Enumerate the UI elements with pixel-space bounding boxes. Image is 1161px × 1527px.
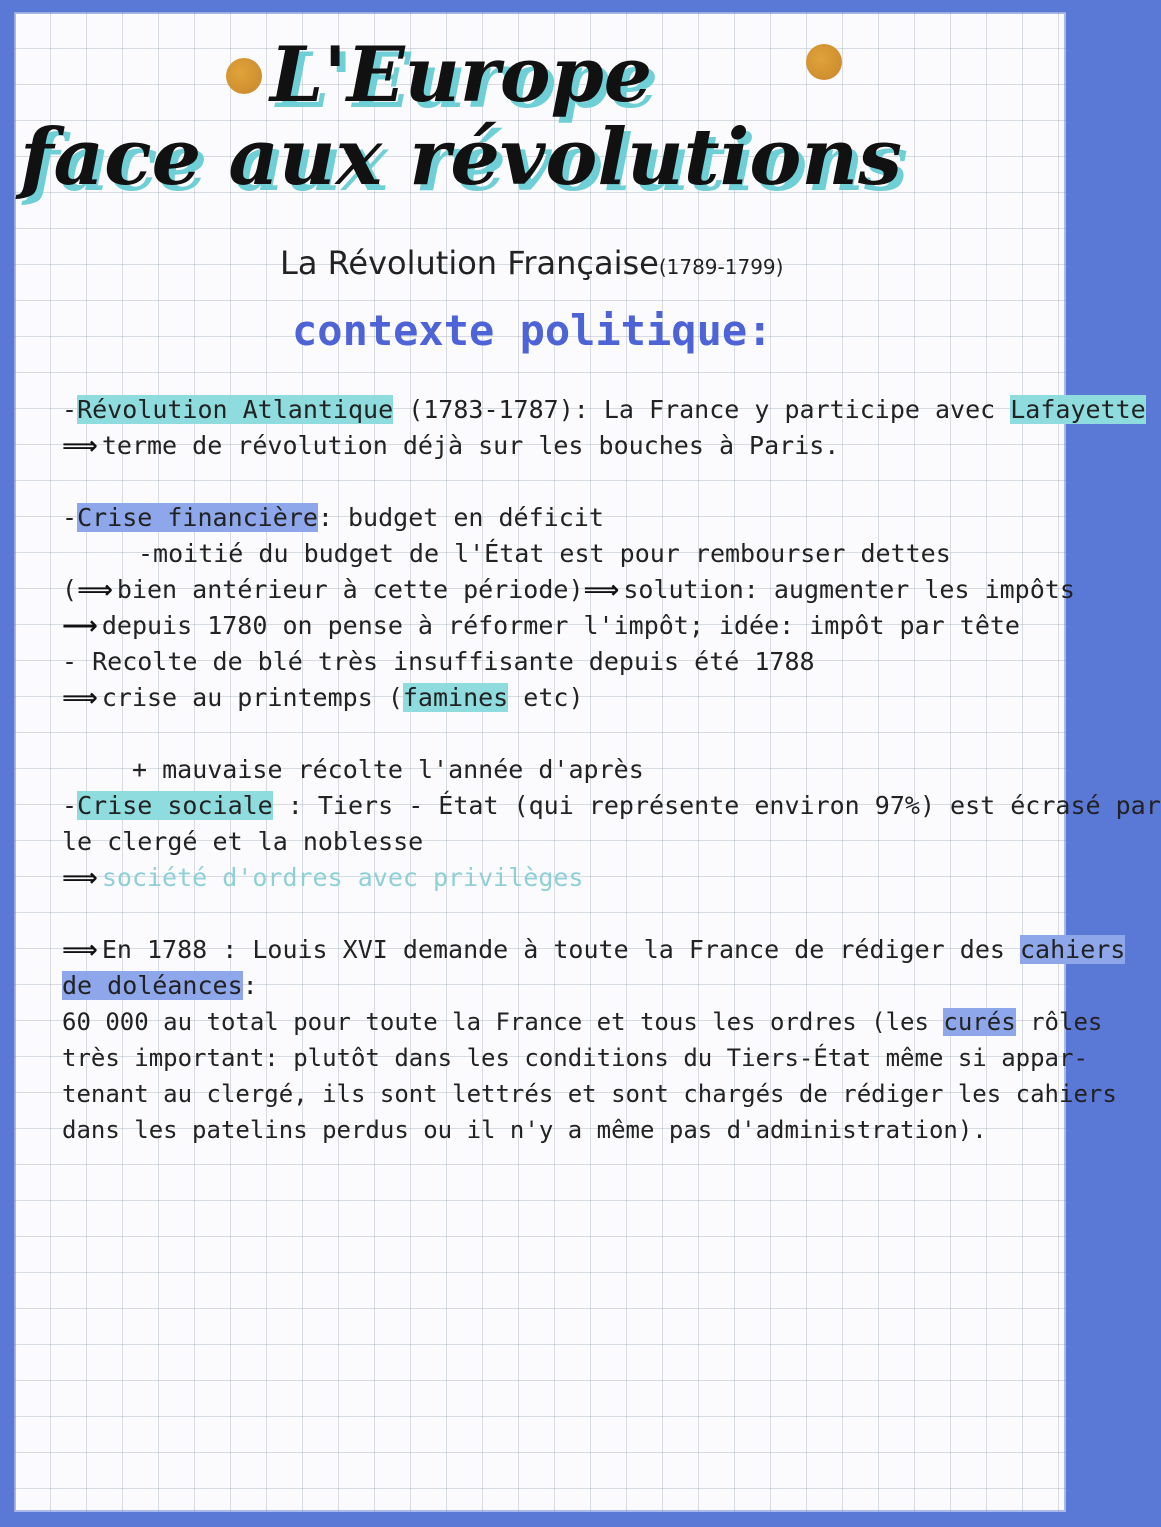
highlight-crise-financiere: Crise financière: [77, 503, 318, 532]
double-arrow-icon: ⟹: [62, 863, 98, 892]
highlight-lafayette: Lafayette: [1010, 395, 1146, 424]
note-recolte: - Recolte de blé très insuffisante depuis été 1788: [62, 647, 815, 676]
note-societe-ordres: ⟹ société d'ordres avec privilèges: [62, 860, 1040, 896]
highlight-crise-sociale: Crise sociale: [77, 791, 273, 820]
page-title-line2: face aux révolutions: [20, 112, 902, 203]
highlight-cahiers: cahiers: [1019, 935, 1126, 964]
highlight-cures: curés: [943, 1008, 1016, 1036]
note-moitie: -moitié du budget de l'État est pour rembourser dettes: [138, 539, 951, 568]
note-clerge-noblesse: le clergé et la noblesse: [62, 827, 424, 856]
note-crise-financiere: -Crise financière: budget en déficit: [62, 503, 604, 532]
note-depuis-1780: ⟶ depuis 1780 on pense à réformer l'impôt; idée: impôt par tête: [62, 608, 1040, 644]
note-paragraph-3: tenant au clergé, ils sont lettrés et sont chargés de rédiger les cahiers: [62, 1080, 1117, 1108]
note-crise-sociale: -Crise sociale : Tiers - État (qui représente environ 97%) est écrasé par: [62, 791, 1161, 820]
highlight-famines: famines: [402, 683, 509, 712]
note-paragraph-2: très important: plutôt dans les conditions du Tiers-État même si appar-: [62, 1044, 1088, 1072]
highlight-revolution-atlantique: Révolution Atlantique: [77, 395, 394, 424]
binder-hole-right: [806, 44, 842, 80]
double-arrow-icon: ⟹: [62, 683, 98, 712]
note-paragraph-1: 60 000 au total pour toute la France et tous les ordres (les curés rôles: [62, 1008, 1103, 1036]
double-arrow-icon: ⟹: [583, 575, 620, 604]
note-paragraph-4: dans les patelins perdus ou il n'y a même pas d'administration).: [62, 1116, 987, 1144]
highlight-doleances: de doléances: [62, 971, 243, 1000]
page-title-line1: L'Europe: [270, 30, 653, 119]
double-arrow-icon: ⟹: [77, 575, 113, 604]
note-atlantique: -Révolution Atlantique (1783-1787): La France y participe avec Lafayette: [62, 395, 1146, 424]
note-mauvaise-recolte: + mauvaise récolte l'année d'après: [132, 755, 644, 784]
single-arrow-icon: ⟶: [62, 611, 98, 640]
subtitle: [280, 244, 783, 282]
note-anterieur: (⟹ bien antérieur à cette période)⟹ solution: augmenter les impôts: [62, 572, 1040, 608]
note-atlantique-arrow: ⟹ terme de révolution déjà sur les bouches à Paris.: [62, 428, 1040, 464]
note-doleances: de doléances:: [62, 971, 258, 1000]
double-arrow-icon: ⟹: [62, 431, 98, 460]
subtitle-main: La Révolution Française: [280, 244, 659, 282]
subtitle-dates: (1789-1799): [658, 255, 784, 279]
double-arrow-icon: ⟹: [62, 935, 98, 964]
binder-hole-left: [226, 58, 262, 94]
note-en-1788: ⟹ En 1788 : Louis XVI demande à toute la France de rédiger des cahiers: [62, 932, 1040, 968]
note-crise-printemps: ⟹ crise au printemps (famines etc): [62, 680, 1040, 716]
section-heading: contexte politique:: [292, 306, 773, 355]
